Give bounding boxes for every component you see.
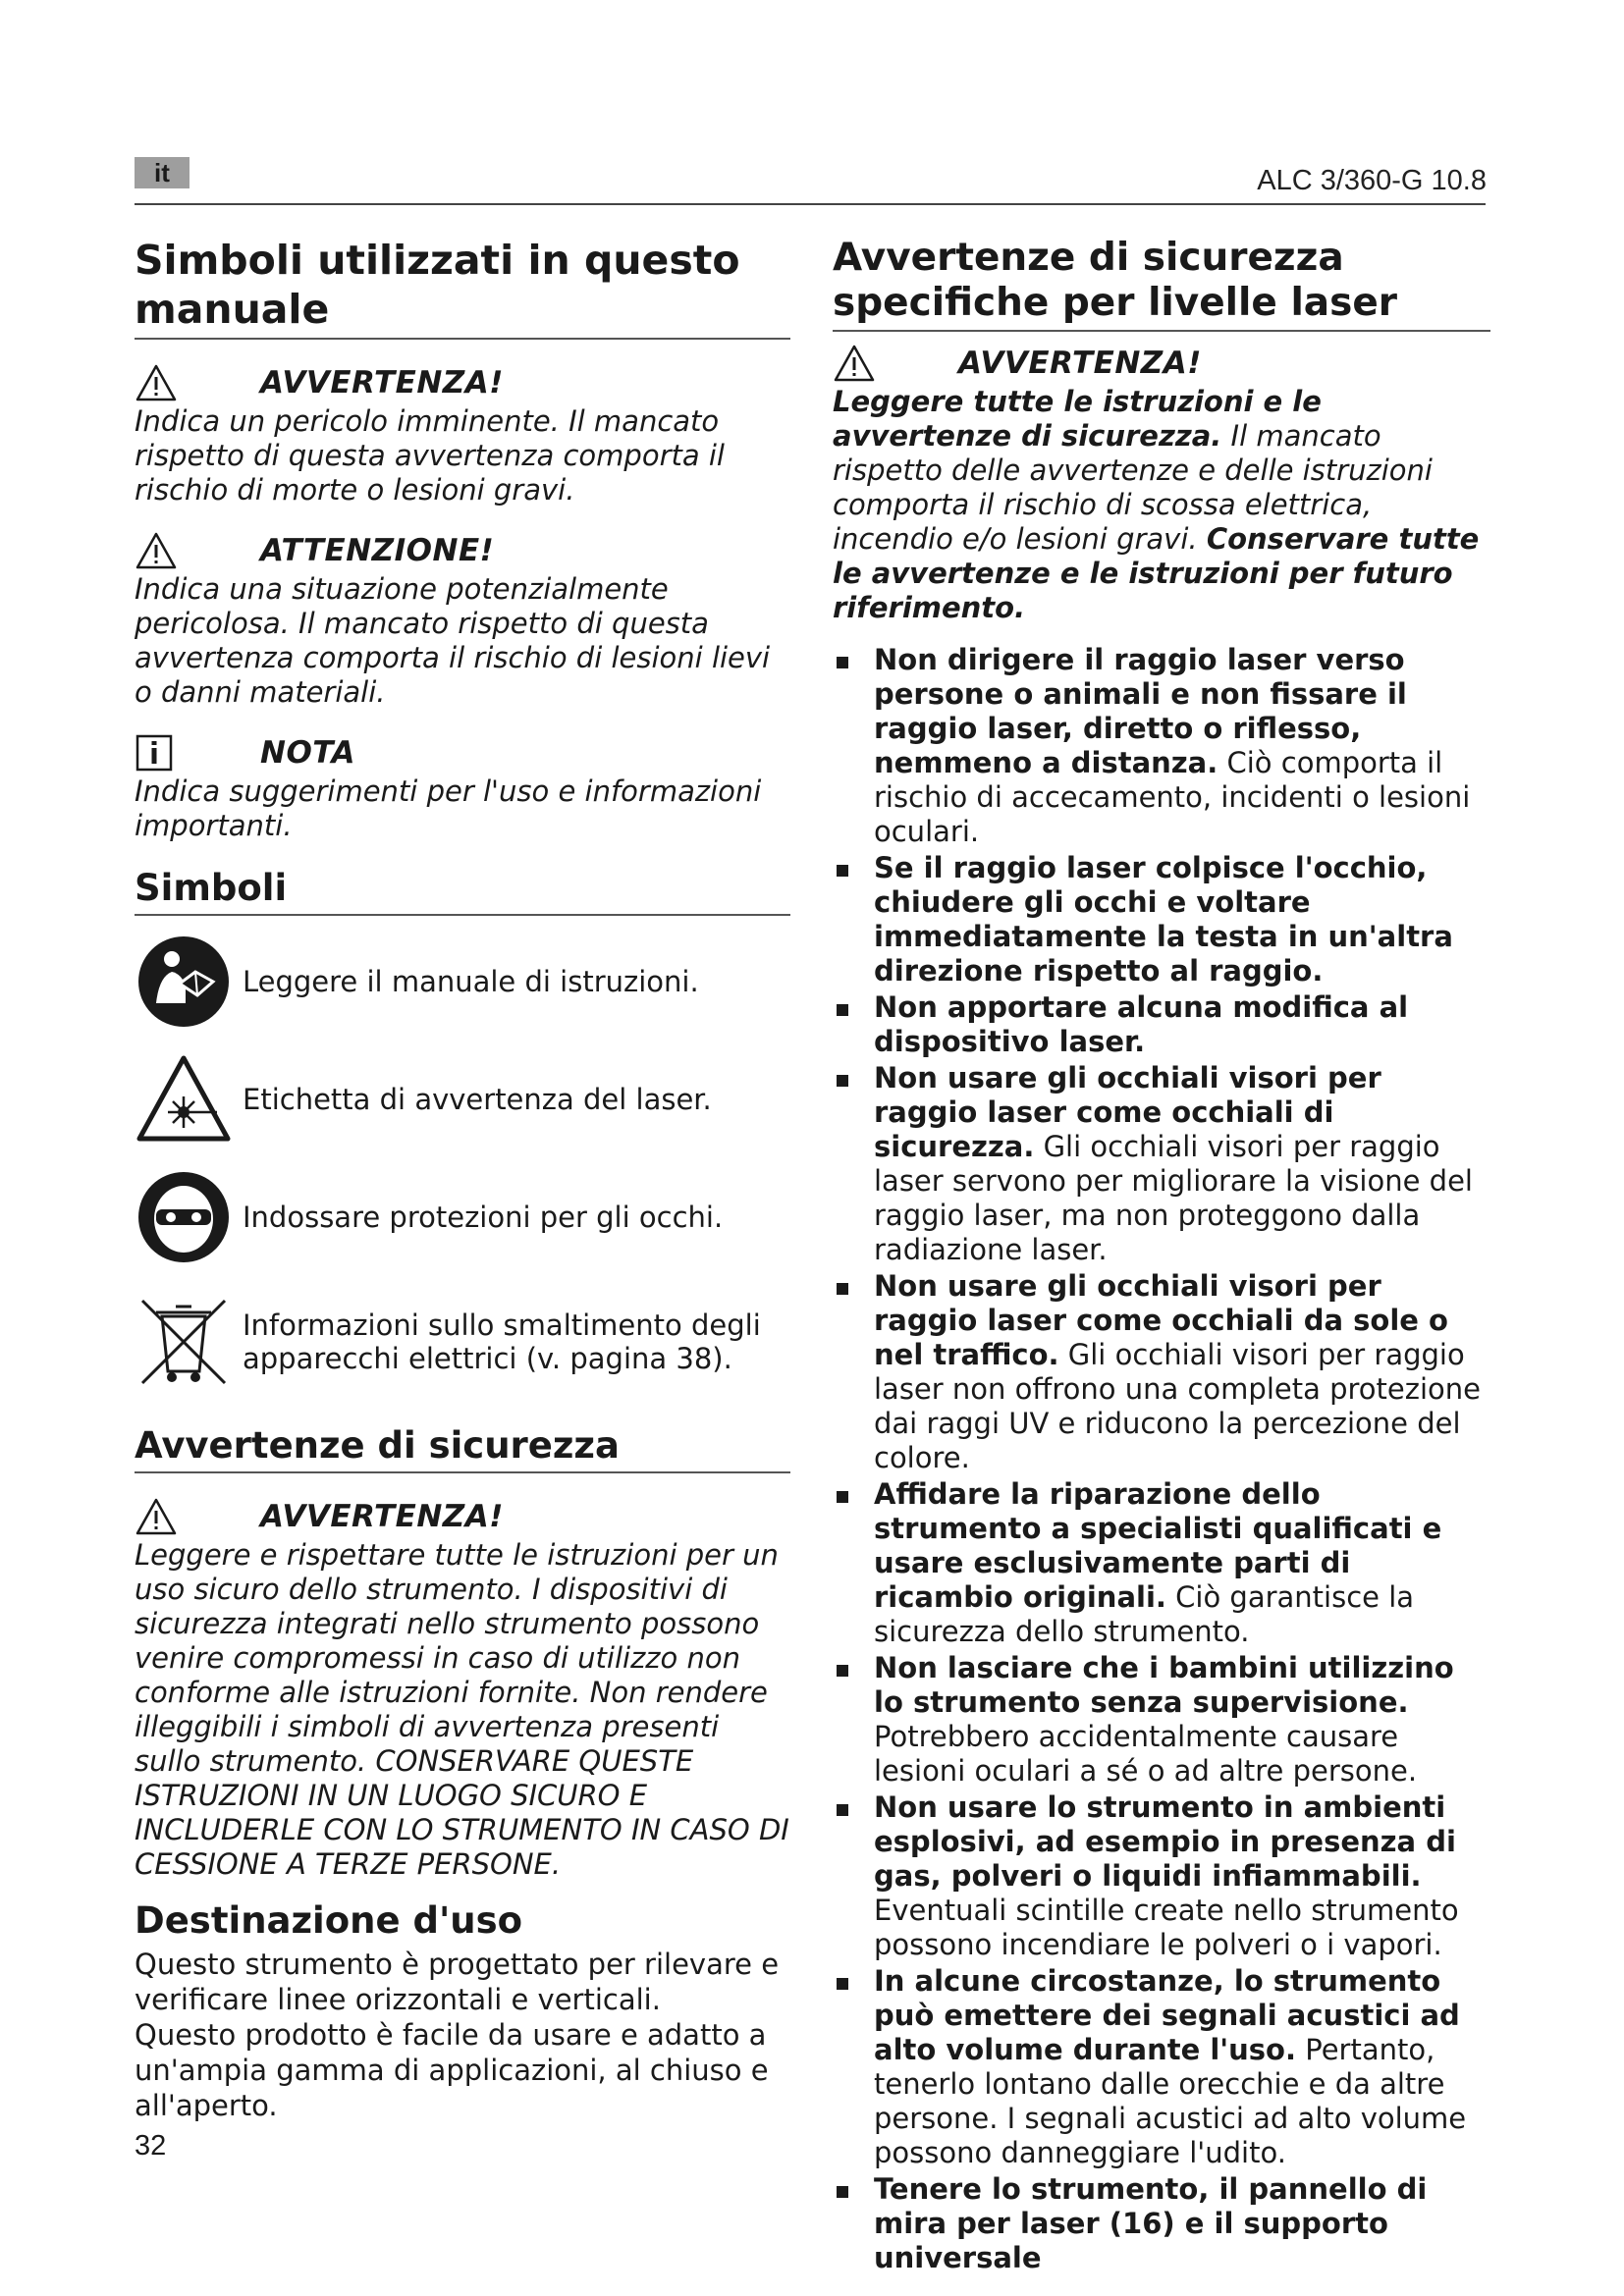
list-item: Se il raggio laser colpisce l'occhio, chiudere gli occhi e voltare immediatamente la testa in un'altra direzione rispetto al raggio. [833,851,1490,988]
symbol-row [135,1165,790,1269]
list-item: Non usare gli occhiali visori per raggio laser come occhiali da sole o nel traffico. Gli occhiali visori per raggio laser non offrono una completa protezione dai raggi UV e riducono la percezione del colore. [833,1269,1490,1475]
signal-text: Indica un pericolo imminente. Il mancato rispetto di questa avvertenza comporta il rischio di morte o lesioni gravi. [135,404,725,507]
signal-text: Indica una situazione potenzialmente pericolosa. Il mancato rispetto di questa avvertenza comporta il rischio di lesioni lievi o danni materiali. [135,572,771,709]
signal-text: Indica suggerimenti per l'uso e informazioni importanti. [135,774,762,842]
list-item: Non dirigere il raggio laser verso persone o animali e non fissare il raggio laser, diretto o riflesso, nemmeno a distanza. Ciò comporta il rischio di accecamento, incidenti o lesioni oculari. [833,643,1490,849]
warning-bold-text: Leggere tutte le istruzioni e le avvertenze di sicurezza. [833,385,1322,453]
list-item: Tenere lo strumento, il pannello di mira per laser (16) e il supporto universale [833,2172,1490,2275]
symbol-text: Leggere il manuale di istruzioni. [243,965,699,998]
symbol-row [135,1047,790,1151]
warning-text: Il mancato rispetto delle avvertenze e delle istruzioni comporta il rischio di scossa elettrica, incendio e/o lesioni gravi. [833,419,1433,556]
signal-word: AVVERTENZA! [958,346,1202,381]
weee-bin-icon [135,1293,233,1391]
info-box-icon [135,731,193,774]
list-item: Non apportare alcuna modifica al dispositivo laser. [833,990,1490,1059]
intended-use-paragraph: Questo strumento è progettato per rilevare e verificare linee orizzontali e verticali. [135,1948,780,2016]
read-manual-icon [135,933,233,1031]
intended-use-paragraph: Questo prodotto è facile da usare e adatto a un'ampia gamma di applicazioni, al chiuso e all'aperto. [135,2018,769,2122]
header-divider [135,203,1486,205]
list-item: Non usare gli occhiali visori per raggio laser come occhiali di sicurezza. Gli occhiali visori per raggio laser servono per migliorare la visione del raggio laser, ma non proteggono dalla radiazione laser. [833,1061,1490,1267]
model-name: ALC 3/360-G 10.8 [1257,165,1487,196]
laser-warning-icon [135,1050,233,1148]
symbol-text: Indossare protezioni per gli occhi. [243,1201,724,1234]
list-item: In alcune circostanze, lo strumento può emettere dei segnali acustici ad alto volume durante l'uso. Pertanto, tenerlo lontano dalle orecchie e da altre persone. I segnali acustici ad alto volume possono danneggiare l'udito. [833,1964,1490,2170]
signal-warning [135,361,790,507]
signal-word: ATTENZIONE! [260,533,495,568]
section-title-symbols: Simboli [135,867,790,916]
section-title-safety: Avvertenze di sicurezza [135,1424,790,1473]
page-number: 32 [135,2130,167,2162]
right-column [833,236,1490,2277]
safety-text: Leggere e rispettare tutte le istruzioni per un uso sicuro dello strumento. I dispositivi di sicurezza integrati nello strumento possono venire compromessi in caso di utilizzo non conforme alle istruzioni fornite. Non rendere illeggibili i simboli di avvertenza presenti sullo strumento. CONSERVARE QUESTE ISTRUZIONI IN UN LUOGO SICURO E INCLUDERLE CON LO STRUMENTO IN CASO DI CESSIONE A TERZE PERSONE. [135,1538,789,1881]
symbol-text: Informazioni sullo smaltimento degli apparecchi elettrici (v. pagina 38). [243,1308,761,1375]
symbol-row [135,930,790,1034]
section-title-symbols-used: Simboli utilizzati in questo manuale [135,236,790,340]
signal-word: AVVERTENZA! [260,365,504,400]
warning-triangle-icon [135,1495,193,1538]
list-item: Non lasciare che i bambini utilizzino lo strumento senza supervisione. Potrebbero accidentalmente causare lesioni oculari a sé o ad altre persone. [833,1651,1490,1789]
warning-triangle-icon [833,342,892,385]
eye-protection-icon [135,1168,233,1266]
section-title-laser-safety: Avvertenze di sicurezza specifiche per livelle laser [833,236,1490,332]
laser-safety-list [833,643,1490,2275]
laser-warning [833,342,1490,625]
signal-word: AVVERTENZA! [260,1499,504,1534]
signal-word: NOTA [260,735,356,771]
section-title-intended-use: Destinazione d'uso [135,1899,523,1942]
language-tag: it [135,157,189,188]
signal-caution [135,529,790,710]
safety-warning [135,1495,790,1882]
warning-bold-text: Conservare tutte le avvertenze e le istruzioni per futuro riferimento. [833,522,1480,624]
list-item: Non usare lo strumento in ambienti esplosivi, ad esempio in presenza di gas, polveri o liquidi infiammabili. Eventuali scintille create nello strumento possono incendiare le polveri o i vapori. [833,1790,1490,1962]
list-item: Affidare la riparazione dello strumento a specialisti qualificati e usare esclusivamente parti di ricambio originali. Ciò garantisce la sicurezza dello strumento. [833,1477,1490,1649]
left-column [135,236,790,2123]
symbol-row [135,1283,790,1401]
symbol-text: Etichetta di avvertenza del laser. [243,1083,712,1116]
signal-note [135,731,790,843]
caution-triangle-icon [135,529,193,572]
warning-triangle-icon [135,361,193,404]
